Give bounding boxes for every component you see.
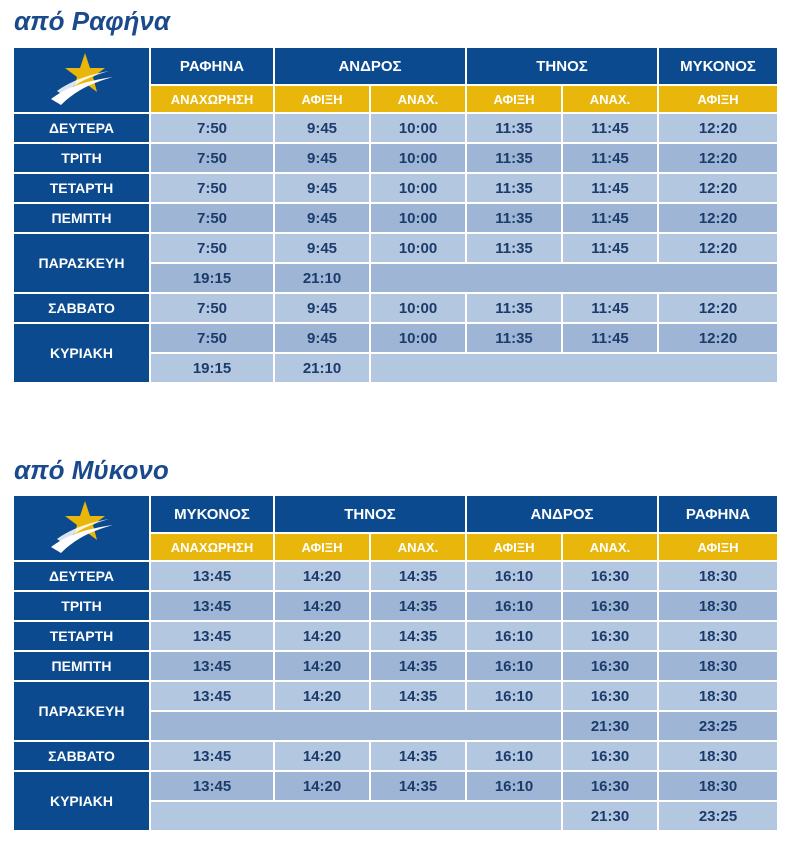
time-cell: 16:10	[467, 562, 561, 590]
time-cell: 10:00	[371, 204, 465, 232]
time-cell: 14:20	[275, 562, 369, 590]
day-label: ΤΡΙΤΗ	[14, 592, 149, 620]
time-cell: 23:25	[659, 802, 777, 830]
subheader-arrival: ΑΦΙΞΗ	[467, 534, 561, 560]
time-cell: 14:35	[371, 592, 465, 620]
time-cell: 11:35	[467, 234, 561, 262]
time-cell: 12:20	[659, 234, 777, 262]
port-header: ΤΗΝΟΣ	[275, 496, 465, 532]
time-cell: 9:45	[275, 114, 369, 142]
time-cell: 12:20	[659, 174, 777, 202]
time-cell: 7:50	[151, 114, 273, 142]
time-cell: 11:35	[467, 324, 561, 352]
table-row	[14, 592, 777, 620]
table-row	[14, 294, 777, 322]
time-cell: 12:20	[659, 144, 777, 172]
table-row	[14, 324, 777, 352]
day-label: ΠΕΜΠΤΗ	[14, 652, 149, 680]
time-cell: 11:45	[563, 114, 657, 142]
time-cell: 14:35	[371, 682, 465, 710]
time-cell: 12:20	[659, 204, 777, 232]
time-cell: 14:20	[275, 622, 369, 650]
port-header: ΑΝΔΡΟΣ	[467, 496, 657, 532]
subheader-arrival: ΑΦΙΞΗ	[659, 534, 777, 560]
time-cell: 18:30	[659, 592, 777, 620]
subheader-arrival: ΑΦΙΞΗ	[659, 86, 777, 112]
time-cell: 18:30	[659, 622, 777, 650]
day-label: ΠΕΜΠΤΗ	[14, 204, 149, 232]
day-label: ΔΕΥΤΕΡΑ	[14, 562, 149, 590]
table-row	[14, 174, 777, 202]
time-cell: 9:45	[275, 144, 369, 172]
table-row	[14, 144, 777, 172]
time-cell: 14:35	[371, 772, 465, 800]
time-cell: 13:45	[151, 682, 273, 710]
time-cell: 16:10	[467, 682, 561, 710]
empty-cell	[151, 802, 561, 830]
time-cell: 21:10	[275, 354, 369, 382]
time-cell: 14:20	[275, 682, 369, 710]
time-cell: 16:30	[563, 772, 657, 800]
time-cell: 18:30	[659, 652, 777, 680]
day-label: ΚΥΡΙΑΚΗ	[14, 772, 149, 830]
time-cell: 11:45	[563, 324, 657, 352]
time-cell: 9:45	[275, 294, 369, 322]
time-cell: 16:30	[563, 682, 657, 710]
time-cell: 10:00	[371, 174, 465, 202]
day-label: ΤΡΙΤΗ	[14, 144, 149, 172]
time-cell: 10:00	[371, 324, 465, 352]
time-cell: 10:00	[371, 234, 465, 262]
table-row	[14, 234, 777, 262]
time-cell: 16:10	[467, 592, 561, 620]
time-cell: 13:45	[151, 562, 273, 590]
time-cell: 13:45	[151, 742, 273, 770]
time-cell: 21:10	[275, 264, 369, 292]
time-cell: 9:45	[275, 234, 369, 262]
port-header: ΤΗΝΟΣ	[467, 48, 657, 84]
table-row	[14, 562, 777, 590]
time-cell: 7:50	[151, 234, 273, 262]
schedule-table-from-rafina	[12, 46, 779, 384]
subheader-departure: ΑΝΑΧ.	[371, 86, 465, 112]
time-cell: 18:30	[659, 562, 777, 590]
time-cell: 16:10	[467, 772, 561, 800]
time-cell: 14:35	[371, 652, 465, 680]
time-cell: 21:30	[563, 802, 657, 830]
time-cell: 14:20	[275, 592, 369, 620]
time-cell: 23:25	[659, 712, 777, 740]
time-cell: 16:10	[467, 652, 561, 680]
time-cell: 14:20	[275, 772, 369, 800]
time-cell: 11:45	[563, 174, 657, 202]
time-cell: 13:45	[151, 652, 273, 680]
port-header: ΡΑΦΗΝΑ	[659, 496, 777, 532]
day-label: ΣΑΒΒΑΤΟ	[14, 742, 149, 770]
time-cell: 9:45	[275, 204, 369, 232]
time-cell: 14:35	[371, 742, 465, 770]
time-cell: 16:10	[467, 742, 561, 770]
port-header: ΜΥΚΟΝΟΣ	[659, 48, 777, 84]
day-label: ΤΕΤΑΡΤΗ	[14, 174, 149, 202]
company-logo	[14, 48, 149, 112]
star-logo-icon	[47, 51, 117, 109]
table-row	[14, 622, 777, 650]
subheader-departure: ΑΝΑΧΩΡΗΣΗ	[151, 534, 273, 560]
port-header: ΜΥΚΟΝΟΣ	[151, 496, 273, 532]
time-cell: 10:00	[371, 294, 465, 322]
subheader-departure: ΑΝΑΧ.	[563, 534, 657, 560]
time-cell: 13:45	[151, 772, 273, 800]
time-cell: 7:50	[151, 294, 273, 322]
time-cell: 11:45	[563, 234, 657, 262]
empty-cell	[151, 712, 561, 740]
time-cell: 11:35	[467, 174, 561, 202]
subheader-arrival: ΑΦΙΞΗ	[275, 534, 369, 560]
time-cell: 16:30	[563, 562, 657, 590]
time-cell: 14:20	[275, 742, 369, 770]
day-label: ΔΕΥΤΕΡΑ	[14, 114, 149, 142]
table-row	[14, 742, 777, 770]
time-cell: 16:30	[563, 622, 657, 650]
schedule-table-from-mykonos	[12, 494, 779, 832]
time-cell: 18:30	[659, 742, 777, 770]
time-cell: 11:45	[563, 204, 657, 232]
time-cell: 11:35	[467, 114, 561, 142]
time-cell: 19:15	[151, 264, 273, 292]
table-row	[14, 652, 777, 680]
time-cell: 18:30	[659, 772, 777, 800]
day-label: ΠΑΡΑΣΚΕΥΗ	[14, 234, 149, 292]
time-cell: 12:20	[659, 324, 777, 352]
time-cell: 14:35	[371, 622, 465, 650]
time-cell: 7:50	[151, 204, 273, 232]
time-cell: 9:45	[275, 324, 369, 352]
time-cell: 10:00	[371, 144, 465, 172]
subheader-departure: ΑΝΑΧ.	[371, 534, 465, 560]
time-cell: 7:50	[151, 144, 273, 172]
port-header: ΡΑΦΗΝΑ	[151, 48, 273, 84]
time-cell: 11:35	[467, 204, 561, 232]
company-logo	[14, 496, 149, 560]
time-cell: 11:35	[467, 144, 561, 172]
time-cell: 12:20	[659, 114, 777, 142]
section-title-from-rafina: από Ραφήνα	[14, 6, 170, 36]
section-title-from-mykonos: από Μύκονο	[14, 455, 169, 485]
time-cell: 7:50	[151, 174, 273, 202]
subheader-arrival: ΑΦΙΞΗ	[275, 86, 369, 112]
time-cell: 16:30	[563, 652, 657, 680]
star-logo-icon	[47, 499, 117, 557]
subheader-departure: ΑΝΑΧΩΡΗΣΗ	[151, 86, 273, 112]
time-cell: 16:30	[563, 592, 657, 620]
time-cell: 21:30	[563, 712, 657, 740]
time-cell: 13:45	[151, 592, 273, 620]
time-cell: 18:30	[659, 682, 777, 710]
time-cell: 11:35	[467, 294, 561, 322]
time-cell: 14:35	[371, 562, 465, 590]
time-cell: 11:45	[563, 144, 657, 172]
day-label: ΣΑΒΒΑΤΟ	[14, 294, 149, 322]
table-row	[14, 114, 777, 142]
empty-cell	[371, 354, 777, 382]
subheader-departure: ΑΝΑΧ.	[563, 86, 657, 112]
time-cell: 7:50	[151, 324, 273, 352]
day-label: ΠΑΡΑΣΚΕΥΗ	[14, 682, 149, 740]
time-cell: 14:20	[275, 652, 369, 680]
day-label: ΤΕΤΑΡΤΗ	[14, 622, 149, 650]
table-row	[14, 682, 777, 710]
time-cell: 19:15	[151, 354, 273, 382]
time-cell: 16:30	[563, 742, 657, 770]
table-row	[14, 772, 777, 800]
time-cell: 13:45	[151, 622, 273, 650]
time-cell: 10:00	[371, 114, 465, 142]
time-cell: 16:10	[467, 622, 561, 650]
time-cell: 11:45	[563, 294, 657, 322]
empty-cell	[371, 264, 777, 292]
day-label: ΚΥΡΙΑΚΗ	[14, 324, 149, 382]
table-row	[14, 204, 777, 232]
subheader-arrival: ΑΦΙΞΗ	[467, 86, 561, 112]
port-header: ΑΝΔΡΟΣ	[275, 48, 465, 84]
time-cell: 12:20	[659, 294, 777, 322]
time-cell: 9:45	[275, 174, 369, 202]
